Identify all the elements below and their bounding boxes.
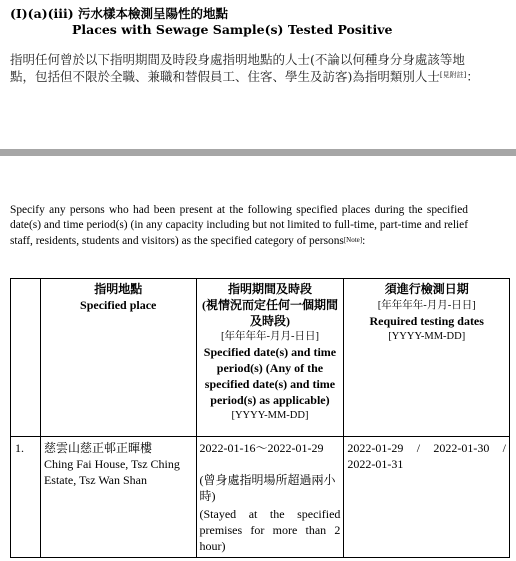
header-number-cell [11, 279, 41, 437]
row-testing-dates: 2022-01-29 / 2022-01-30 / 2022-01-31 [344, 437, 510, 558]
header-period [196, 279, 344, 437]
row-period [196, 437, 344, 558]
header-place-en: Specified place [80, 297, 157, 312]
header-period-en: Specified date(s) and time period(s) (Any of the specified date(s) and time period(s) as applicable) [203, 345, 337, 407]
table-row [11, 437, 510, 558]
intro-text-en: Specify any persons who had been present at the following specified places during the specified date(s) and time period(s) (in any capacity including but not limited to full-time, part-time and relief staff, residents, students and visitors) as the specified category of persons [10, 204, 468, 247]
section-divider [0, 149, 516, 156]
note-reference-en: [Note] [343, 235, 363, 244]
intro-paragraph-en: Specify any persons who had been present at the following specified places during the specified date(s) and time period(s) (in any capacity including but not limited to full-time, part-time and relief staff, residents, students and visitors) as the specified category of persons[Note]: [10, 204, 468, 247]
header-testing-format-en: [YYYY-MM-DD] [388, 331, 466, 343]
section-title-en: Places with Sewage Sample(s) Tested Positive [72, 22, 393, 37]
header-place [40, 279, 196, 437]
row-place-en: Ching Fai House, Tsz Ching Estate, Tsz Wan Shan [43, 457, 180, 487]
row-place [40, 437, 196, 558]
header-period-format-zh: [年年年年-月月-日日] [220, 331, 319, 343]
intro-text-zh: 指明任何曾於以下指明期間及時段身處指明地點的人士(不論以何種身分身處該等地點，包括但不限於全職、兼職和替假員工、住客、學生及訪客)為指明類別人士 [10, 52, 465, 84]
header-period-zh-note: (視情況而定任何一個期間及時段) [201, 297, 338, 328]
section-code: (I)(a)(iii) [10, 6, 74, 21]
table-header-row [11, 279, 510, 437]
note-reference-zh: [見附註] [439, 71, 467, 79]
row-period-note-en: (Stayed at the specified premises for more than 2 hour) [199, 507, 341, 553]
header-testing-zh: 須進行檢測日期 [384, 282, 469, 296]
section-heading [10, 6, 510, 38]
header-testing-en: Required testing dates [369, 313, 484, 328]
section-title-zh: 污水樣本檢測呈陽性的地點 [78, 6, 229, 21]
row-place-zh: 慈雲山慈正邨正暉樓 [43, 441, 152, 455]
header-testing [344, 279, 510, 437]
row-period-value: 2022-01-16～2022-01-29 [199, 441, 324, 455]
places-table [10, 278, 510, 558]
header-testing-format-zh: [年年年年-月月-日日] [377, 299, 476, 311]
row-period-note-zh: (曾身處指明場所超過兩小時) [199, 473, 336, 503]
intro-paragraph-zh: 指明任何曾於以下指明期間及時段身處指明地點的人士(不論以何種身分身處該等地點，包括但不限於全職、兼職和替假員工、住客、學生及訪客)為指明類別人士[見附註]： [10, 52, 479, 84]
header-place-zh: 指明地點 [94, 282, 143, 296]
header-period-format-en: [YYYY-MM-DD] [231, 410, 309, 422]
header-period-zh: 指明期間及時段 [227, 282, 312, 296]
row-number: 1. [11, 437, 41, 558]
